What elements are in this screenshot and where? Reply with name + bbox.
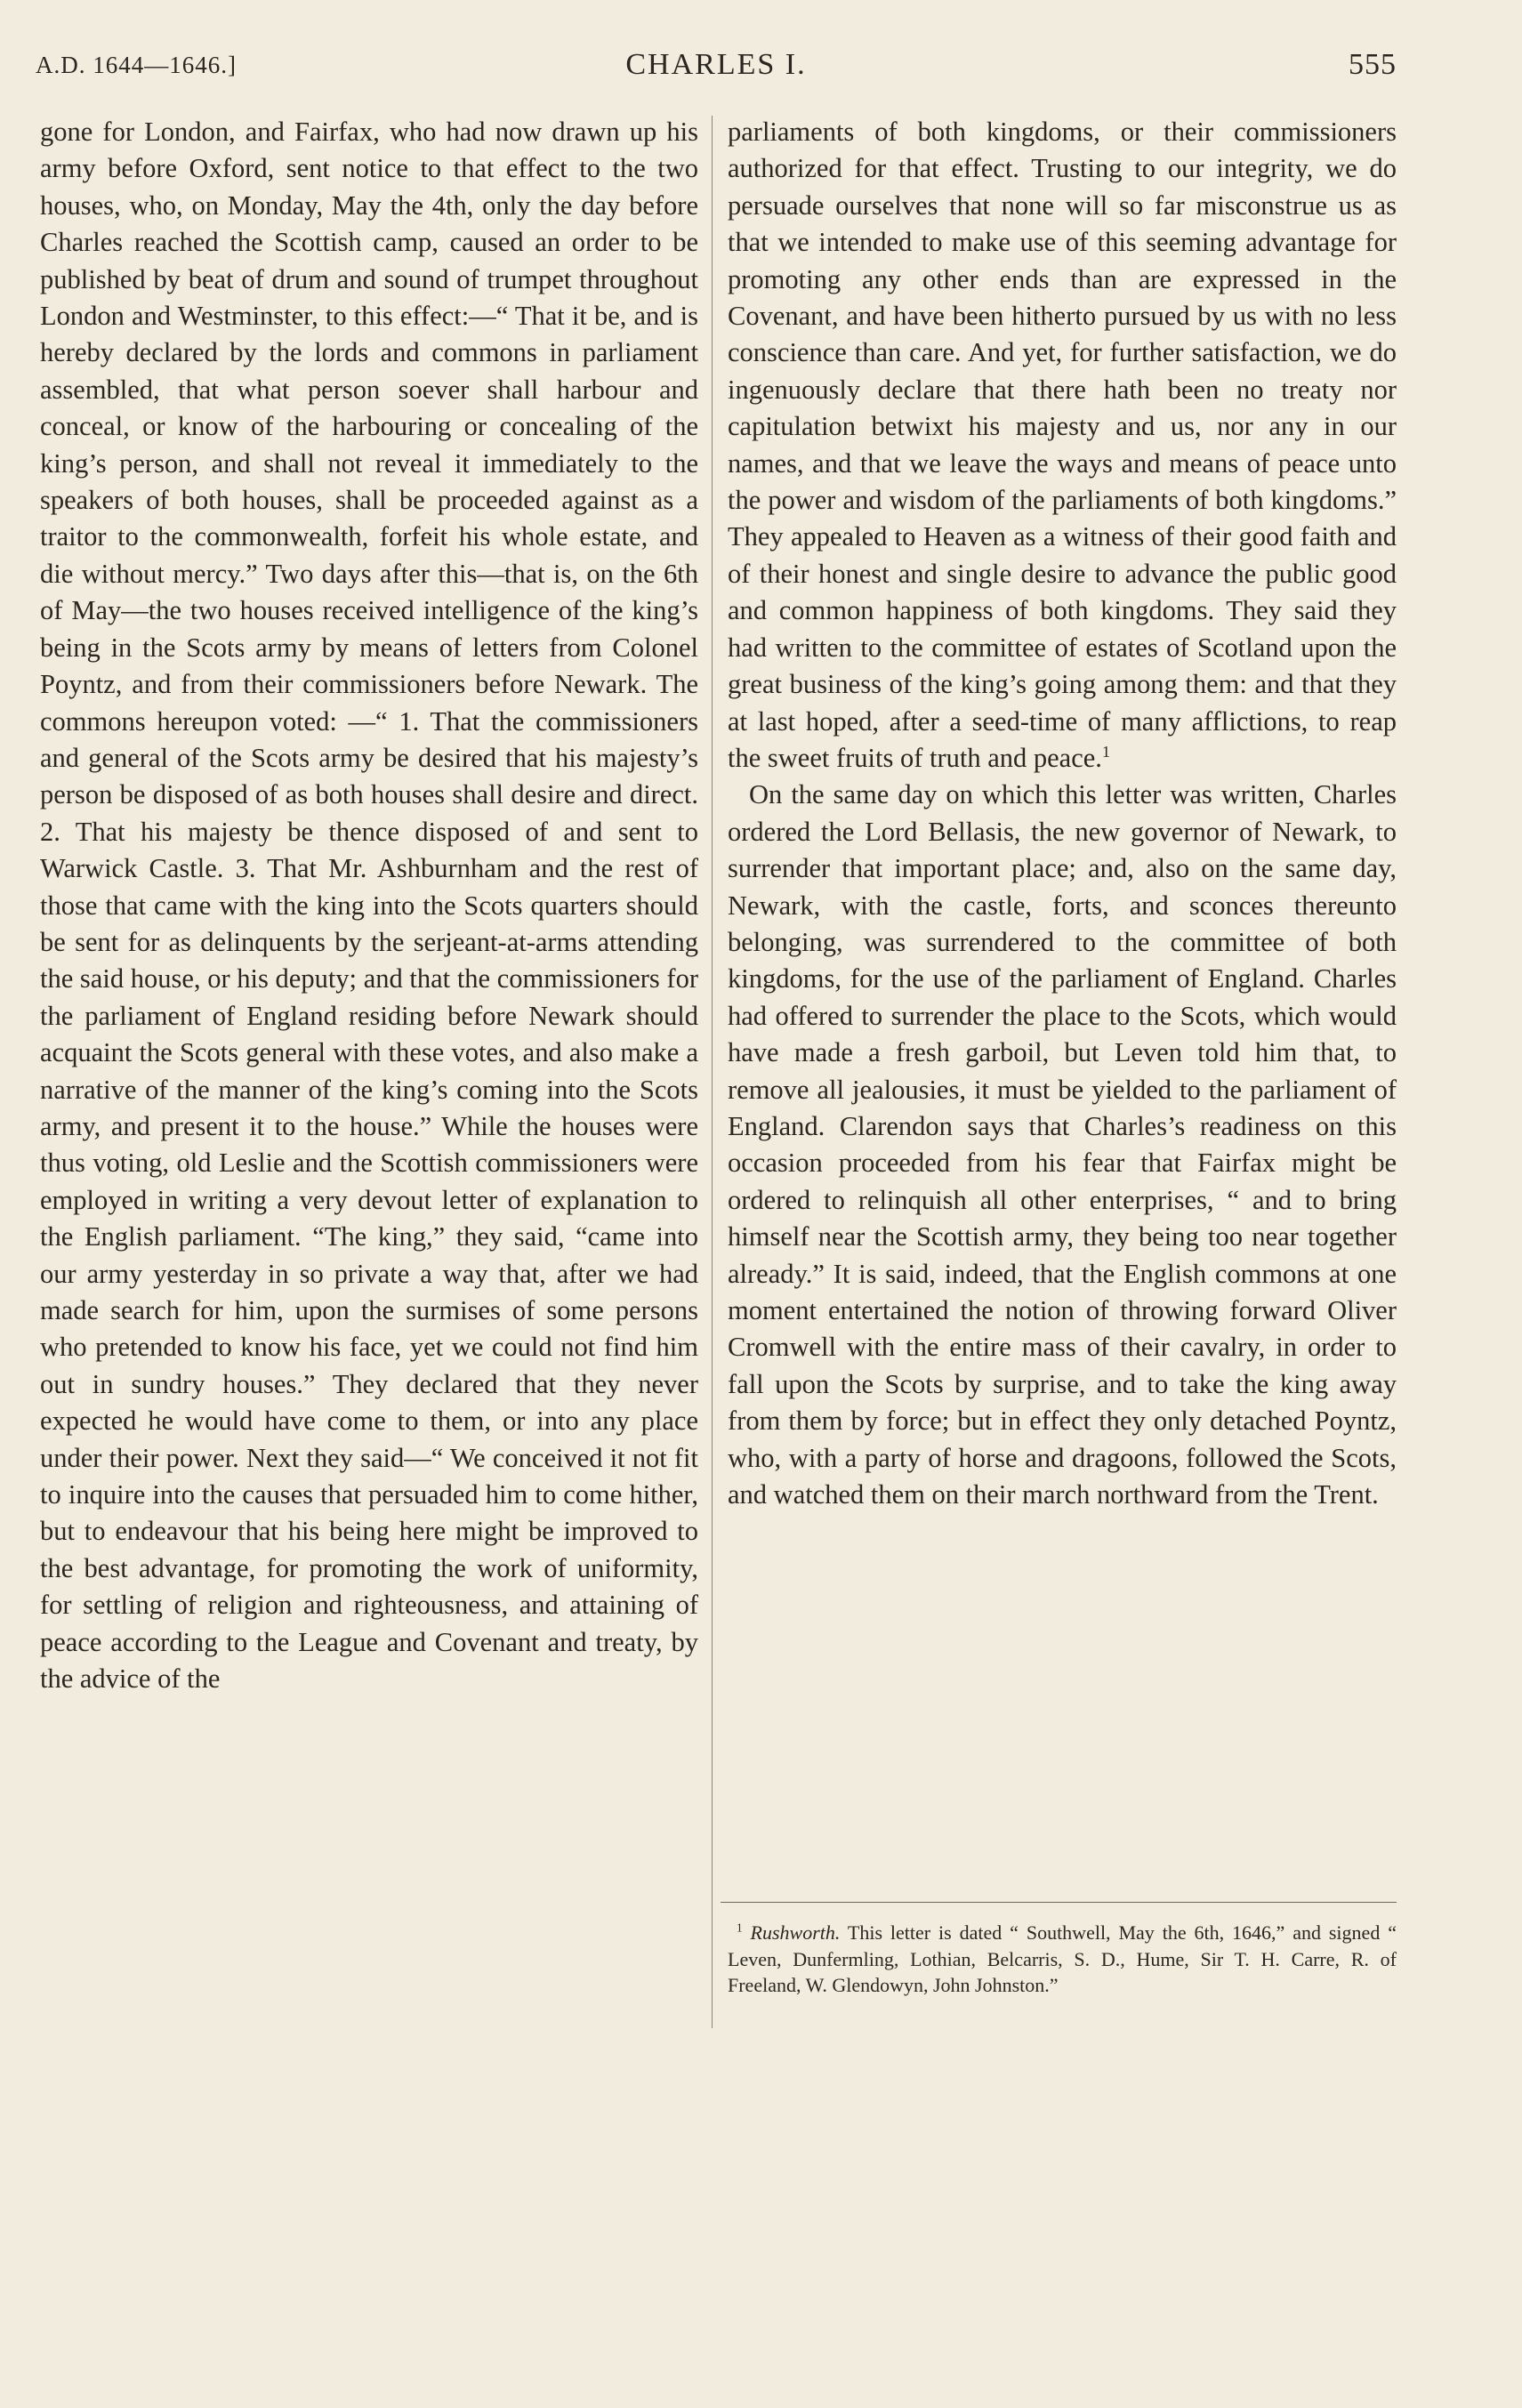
paragraph: On the same day on which this letter was written, Charles ordered the Lord Bellasis, the new governor of Newark, to surrender that important place; and, also on the same day, Newark, with the castle, forts, and sconces thereunto belonging, was surrendered to the committee of both kingdoms, for the use of the parliament of England. Charles had offered to surrender the place to the Scots, which would have made a fresh garboil, but Leven told him that, to remove all jealousies, it must be yielded to the parliament of England. Clarendon says that Charles’s readiness on this occasion proceeded from his fear that Fairfax might be ordered to relinquish all other enterprises, “ and to bring himself near the Scottish army, they being too near together already.” It is said, indeed, that the English commons at one moment entertained the notion of throwing forward Oliver Cromwell with the entire mass of their cavalry, in order to fall upon the Scots by surprise, and to take the king away from them by force; but in effect they only detached Poyntz, who, with a party of horse and dragoons, followed the Scots, and watched them on their march northward from the Trent. (728, 779, 1397, 1510)
footnote-rule (721, 1902, 1397, 1903)
running-head (36, 46, 1397, 82)
paragraph: gone for London, and Fairfax, who had now drawn up his army before Oxford, sent notice to that effect to the two houses, who, on Monday, May the 4th, only the day before Charles reached the Scottish camp, caused an order to be published by beat of drum and sound of trumpet throughout London and Westminster, to this effect:—“ That it be, and is hereby declared by the lords and commons in parliament assembled, that what person soever shall harbour and conceal, or know of the harbouring or concealing of the king’s person, and shall not reveal it immediately to the speakers of both houses, shall be proceeded against as a traitor to the commonwealth, forfeit his whole estate, and die without mercy.” Two days after this—that is, on the 6th of May—the two houses received intelligence of the king’s being in the Scots army by means of letters from Colonel Poyntz, and from their commissioners before Newark. The commons hereupon voted: —“ 1. That the commissioners and general of the Scots army be desired that his majesty’s person be disposed of as both houses shall desire and direct. 2. That his majesty be thence disposed of and sent to Warwick Castle. 3. That Mr. Ashburnham and the rest of those that came with the king into the Scots quarters should be sent for as delinquents by the serjeant-at-arms attending the said house, or his deputy; and that the commissioners for the parliament of England residing before Newark should acquaint the Scots general with these votes, and also make a narrative of the manner of the king’s coming into the Scots army, and present it to the house.” While the houses were thus voting, old Leslie and the Scottish commissioners were employed in writing a very devout letter of explanation to the English parliament. “The king,” they said, “came into our army yesterday in so private a way that, after we had made search for him, upon the surmises of some persons who pretended to know his face, yet we could not find him out in sundry houses.” They declared that they never expected he would have come to them, or into any place under their power. Next they said—“ We conceived it not fit to inquire into the causes that persuaded him to come hither, but to endeavour that his being here might be improved to the best advantage, for promoting the work of uniformity, for settling of religion and righteousness, and attaining of peace according to the League and Covenant and treaty, by the advice of the (40, 117, 698, 1695)
footnote-marker: 1 (737, 1921, 743, 1935)
running-head-title: CHARLES I. (625, 48, 807, 81)
footnote-text: This letter is dated “ Southwell, May the 6th, 1646,” and signed “ Leven, Dunfermling, Lothian, Belcarris, S. D., Hume, Sir T. H. Carre, R. of Freeland, W. Glendowyn, John Johnston.” (728, 1921, 1397, 1996)
left-column (40, 114, 698, 1697)
running-head-date-range: A.D. 1644—1646.] (36, 52, 237, 78)
footnote (728, 1920, 1397, 1999)
right-column (728, 114, 1397, 1513)
footnote-reference: 1 (1101, 742, 1111, 761)
paragraph-text: parliaments of both kingdoms, or their commissioners authorized for that effect. Trusting to our integrity, we do persuade ourselves that none will so far misconstrue us as that we intended to make use of this seeming advantage for promoting any other ends than are expressed in the Covenant, and have been hitherto pursued by us with no less conscience than care. And yet, for further satisfaction, we do ingenuously declare that there hath been no treaty nor capitulation betwixt his majesty and us, nor any in our names, and that we leave the ways and means of peace unto the power and wisdom of the parliaments of both kingdoms.” They appealed to Heaven as a witness of their good faith and of their honest and single desire to advance the public good and common happiness of both kingdoms. They said they had written to the committee of estates of Scotland upon the great business of the king’s going among them: and that they at last hoped, after a seed-time of many afflictions, to reap the sweet fruits of truth and peace. (728, 117, 1397, 773)
paragraph (728, 114, 1397, 777)
column-divider (712, 116, 713, 2028)
page-number: 555 (1349, 48, 1397, 81)
footnote-source: Rushworth. (750, 1921, 841, 1944)
